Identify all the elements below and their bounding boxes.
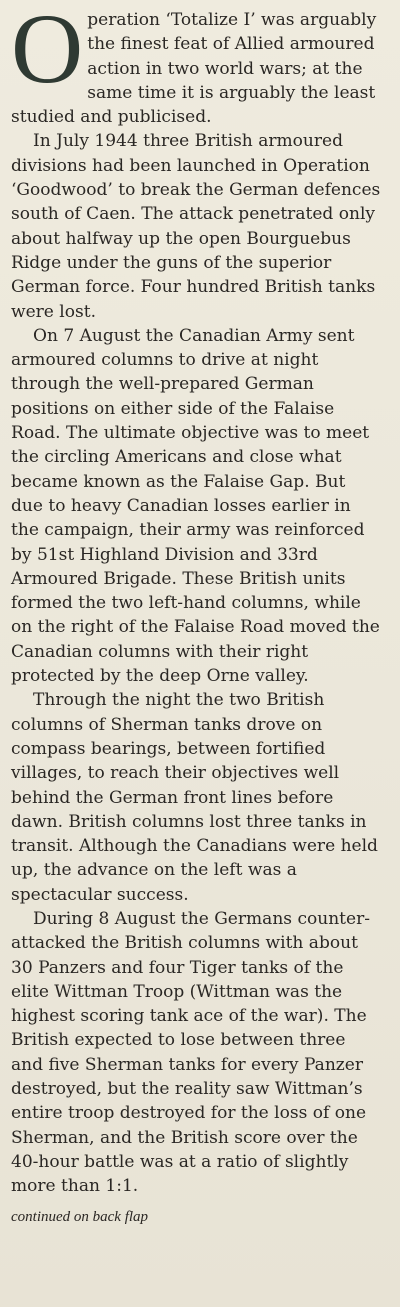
paragraph-2: In July 1944 three British armoured divisions had been launched in Operation ‘Goodwood’ to break the German defences south of Caen. The attack penetrated only about halfway up the open Bourguebus Ridge under the guns of the superior German force. Four hundred British tanks were lost. <box>11 131 381 322</box>
paragraph-1 <box>11 0 382 129</box>
paragraph-4: Through the night the two British columns of Sherman tanks drove on compass bearings, between fortified villages, to reach their objectives well behind the German front lines before dawn. British columns lost three tanks in transit. Although the Canadians were held up, the advance on the left was a spectacular success. <box>11 690 378 905</box>
continued-note: continued on back flap <box>11 1208 149 1225</box>
book-blurb <box>11 0 382 1199</box>
paragraph-1-text: peration ‘Totalize I’ was arguably the finest feat of Allied armoured action in two world wars; at the same time it is arguably the least studied and publicised. <box>11 10 377 128</box>
paragraph-5: During 8 August the Germans counter-attacked the British columns with about 30 Panzers and four Tiger tanks of the elite Wittman Troop (Wittman was the highest scoring tank ace of the war). The British expected to lose between three and five Sherman tanks for every Panzer destroyed, but the reality saw Wittman’s entire troop destroyed for the loss of one Sherman, and the British score over the 40-hour battle was at a ratio of slightly more than 1:1. <box>11 908 370 1197</box>
paragraph-3: On 7 August the Canadian Army sent armoured columns to drive at night through the well-prepared German positions on either side of the Falaise Road. The ultimate objective was to meet the circling Americans and close what became known as the Falaise Gap. But due to heavy Canadian losses earlier in the campaign, their army was reinforced by 51st Highland Division and 33rd Armoured Brigade. These British units formed the two left-hand columns, while on the right of the Falaise Road moved the Canadian columns with their right protected by the deep Orne valley. <box>11 325 380 687</box>
drop-cap-letter: O <box>11 0 84 104</box>
